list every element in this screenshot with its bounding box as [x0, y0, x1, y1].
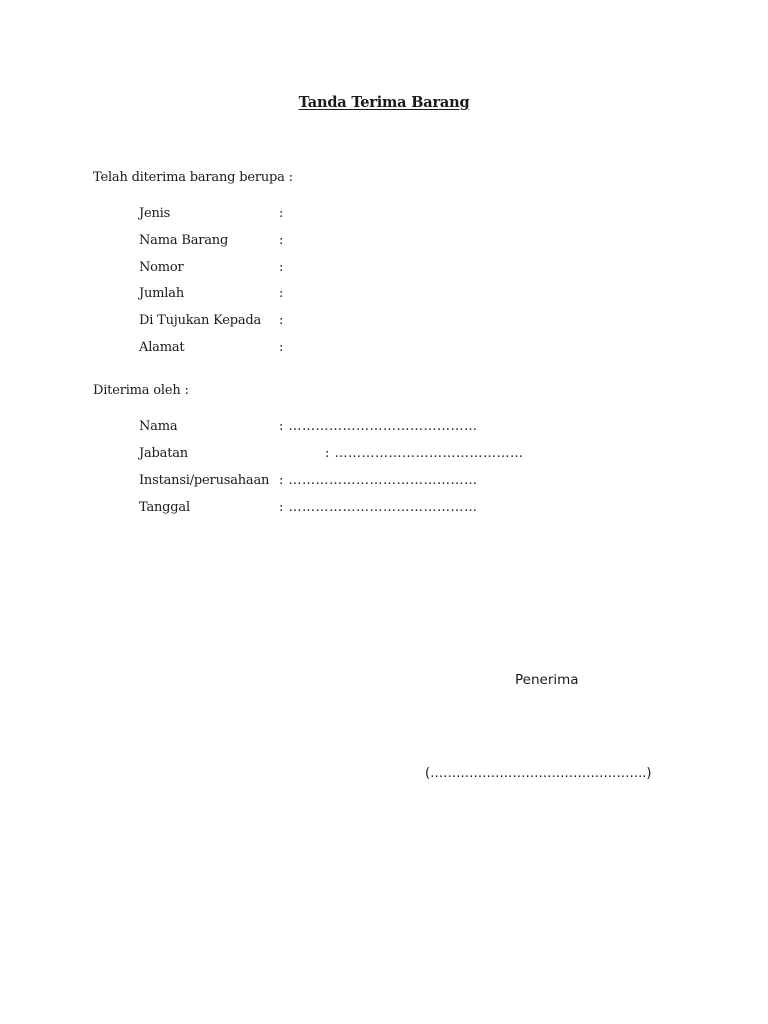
field-value-tanggal: : …………………………………… [279, 500, 478, 515]
field-label-jabatan: Jabatan [139, 446, 188, 461]
field-label-alamat: Alamat [139, 340, 185, 355]
field-separator: : [279, 260, 284, 275]
field-separator: : [279, 233, 284, 248]
document-title: Tanda Terima Barang [298, 94, 470, 111]
intro-text: Telah diterima barang berupa : [93, 170, 293, 185]
field-label-jenis: Jenis [139, 206, 171, 221]
field-label-nama: Nama [139, 419, 178, 434]
field-value-jabatan: : …………………………………… [325, 446, 524, 461]
field-separator: : [279, 313, 284, 328]
receiver-heading: Diterima oleh : [93, 383, 189, 398]
field-label-jumlah: Jumlah [139, 286, 184, 301]
signature-line: (…………………………………………..) [425, 766, 652, 781]
field-separator: : [279, 340, 284, 355]
field-label-nomor: Nomor [139, 260, 184, 275]
field-label-nama-barang: Nama Barang [139, 233, 229, 248]
field-separator: : [279, 286, 284, 301]
field-label-instansi: Instansi/perusahaan [139, 473, 270, 488]
field-label-tanggal: Tanggal [139, 500, 190, 515]
field-label-di-tujukan-kepada: Di Tujukan Kepada [139, 313, 262, 328]
field-separator: : [279, 206, 284, 221]
signature-role: Penerima [515, 672, 579, 688]
field-value-instansi: : …………………………………… [279, 473, 478, 488]
field-value-nama: : …………………………………… [279, 419, 478, 434]
